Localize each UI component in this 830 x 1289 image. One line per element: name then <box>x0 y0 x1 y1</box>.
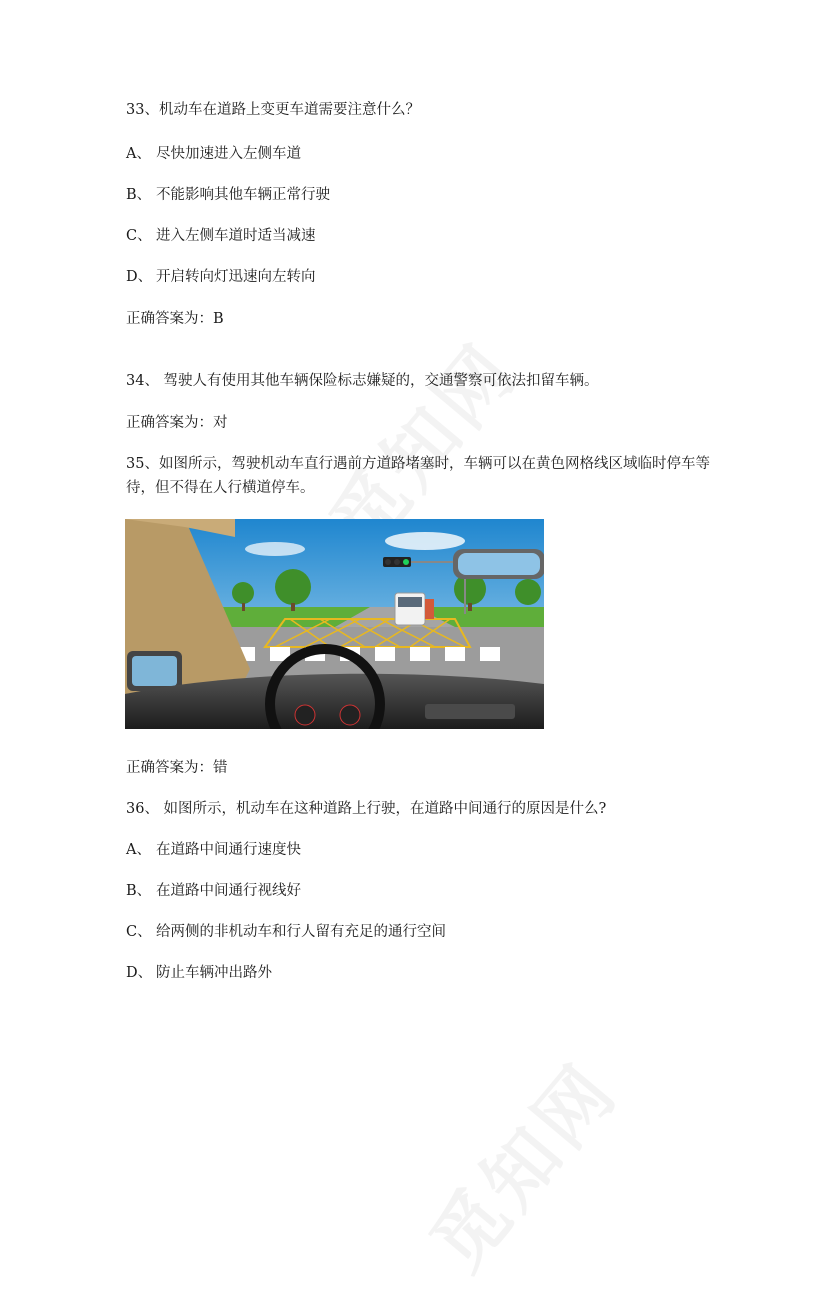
option-letter: D、 <box>126 269 153 285</box>
option-text: 在道路中间通行速度快 <box>156 842 301 858</box>
q36-option-b <box>126 881 301 901</box>
option-text: 进入左侧车道时适当减速 <box>156 228 316 244</box>
option-text: 开启转向灯迅速向左转向 <box>156 269 316 285</box>
q35-answer: 正确答案为：错 <box>126 760 228 776</box>
option-letter: B、 <box>126 883 152 899</box>
q33-option-d <box>126 267 316 287</box>
option-letter: D、 <box>126 965 153 981</box>
q36-option-c <box>126 922 446 942</box>
q34-answer: 正确答案为：对 <box>126 415 228 431</box>
option-text: 不能影响其他车辆正常行驶 <box>156 187 330 203</box>
option-text: 在道路中间通行视线好 <box>156 883 301 899</box>
q33-answer: 正确答案为：B <box>126 311 224 327</box>
option-letter: B、 <box>126 187 152 203</box>
q35-question: 35、如图所示，驾驶机动车直行遇前方道路堵塞时，车辆可以在黄色网格线区域临时停车等待，但不得在人行横道停车。 <box>126 456 710 496</box>
option-text: 尽快加速进入左侧车道 <box>156 146 301 162</box>
option-letter: A、 <box>126 842 151 858</box>
q36-question: 36、 如图所示，机动车在这种道路上行驶，在道路中间通行的原因是什么? <box>126 801 607 817</box>
option-letter: C、 <box>126 924 152 940</box>
q34-question: 34、 驾驶人有使用其他车辆保险标志嫌疑的，交通警察可依法扣留车辆。 <box>126 373 599 389</box>
q33-question: 33、机动车在道路上变更车道需要注意什么？ <box>126 102 420 118</box>
watermark-bottom <box>402 1037 637 1289</box>
q36-option-a <box>126 840 301 860</box>
q33-option-c <box>126 226 316 246</box>
q33-option-b <box>126 185 330 205</box>
q36-option-d <box>126 963 272 983</box>
option-letter: C、 <box>126 228 152 244</box>
option-text: 给两侧的非机动车和行人留有充足的通行空间 <box>156 924 446 940</box>
option-text: 防止车辆冲出路外 <box>156 965 272 981</box>
driving-scene-image <box>125 519 544 729</box>
q33-option-a <box>126 144 301 164</box>
option-letter: A、 <box>126 146 151 162</box>
